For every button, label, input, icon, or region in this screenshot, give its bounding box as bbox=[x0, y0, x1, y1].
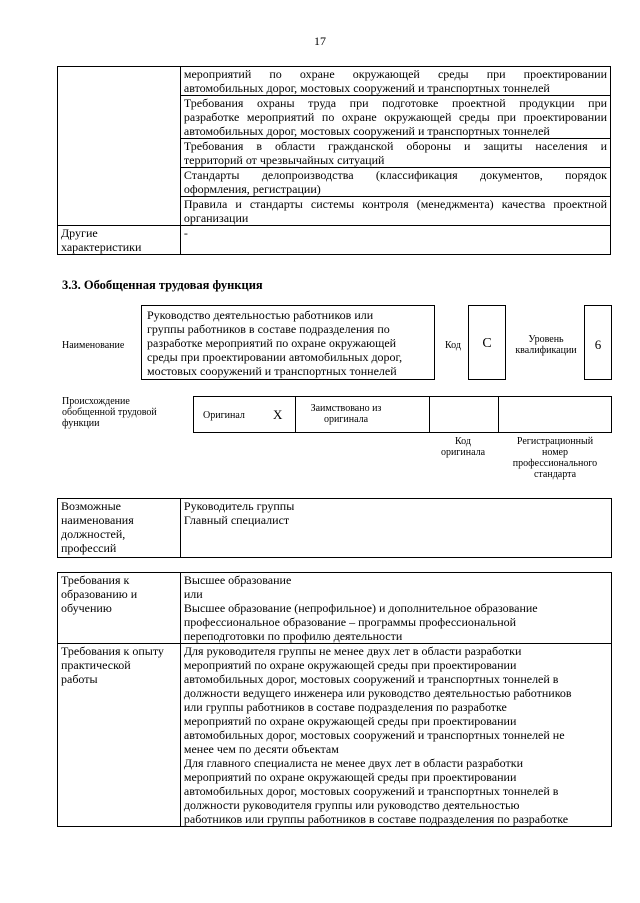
code-value: C bbox=[482, 336, 492, 351]
knowledge-table bbox=[57, 66, 611, 255]
knowledge-row: Требования охраны труда при подготовке проектной продукции при разработке мероприятий по охране окружающей среды при проектировании автомобильных дорог, мостовых сооружений и транспортных тоннелей bbox=[180, 96, 610, 139]
knowledge-row: Правила и стандарты системы контроля (менеджмента) качества проектной организации bbox=[180, 197, 610, 226]
education-value: Высшее образование или Высшее образование (непрофильное) и дополнительное образование профессиональное образование – программы профессиональной переподготовки по профилю деятельности bbox=[180, 573, 611, 644]
original-mark: X bbox=[273, 407, 283, 422]
positions-table bbox=[57, 498, 612, 558]
qualification-level-label: Уровень квалификации bbox=[515, 334, 577, 356]
borrowed-label: Заимствовано из оригинала bbox=[310, 403, 382, 425]
positions-value: Руководитель группы Главный специалист bbox=[180, 499, 611, 558]
origin-label: Происхождение обобщенной трудовой функции bbox=[62, 396, 157, 429]
other-characteristics-value: - bbox=[180, 226, 610, 255]
origin-row bbox=[193, 396, 612, 433]
education-label: Требования к образованию и обучению bbox=[58, 573, 181, 644]
function-name-box: Руководство деятельностью работников или группы работников в составе подразделения по разработке мероприятий по охране окружающей среды при проектировании автомобильных дорог, мостовых сооружений и транспортных тоннелей bbox=[141, 305, 435, 380]
name-label: Наименование bbox=[62, 340, 125, 351]
knowledge-row: Стандарты делопроизводства (классификация документов, порядок оформления, регистрации) bbox=[180, 168, 610, 197]
original-label: Оригинал bbox=[203, 410, 245, 421]
knowledge-row: мероприятий по охране окружающей среды при проектировании автомобильных дорог, мостовых сооружений и транспортных тоннелей bbox=[180, 67, 610, 96]
page-number: 17 bbox=[314, 34, 326, 48]
code-label: Код bbox=[445, 340, 461, 351]
knowledge-row: Требования в области гражданской обороны и защиты населения и территорий от чрезвычайных ситуаций bbox=[180, 139, 610, 168]
registration-number-label: Регистрационный номер профессионального стандарта bbox=[512, 436, 598, 480]
qualification-level-box bbox=[584, 305, 612, 380]
requirements-table bbox=[57, 572, 612, 827]
positions-label: Возможные наименования должностей, профессий bbox=[58, 499, 181, 558]
knowledge-label-cell bbox=[58, 67, 181, 226]
experience-label: Требования к опыту практической работы bbox=[58, 644, 181, 827]
code-value-box bbox=[468, 305, 506, 380]
experience-value: Для руководителя группы не менее двух лет в области разработки мероприятий по охране окружающей среды при проектировании автомобильных дорог, мостовых сооружений и транспортных тоннелей в должности ведущего инженера или руководство деятельностью работников или группы работников в составе подразделения по разработке мероприятий по охране окружающей среды при проектировании автомобильных дорог, мостовых сооружений и транспортных тоннелей не менее чем по десяти объектам Для главного специалиста не менее двух лет в области разработки мероприятий по охране окружающей среды при проектировании автомобильных дорог, мостовых сооружений и транспортных тоннелей в должности руководителя группы или руководство деятельностью работников или группы работников в составе подразделения по разработке bbox=[180, 644, 611, 827]
section-heading: 3.3. Обобщенная трудовая функция bbox=[62, 278, 263, 292]
qualification-level-value: 6 bbox=[594, 337, 602, 352]
other-characteristics-label: Другие характеристики bbox=[58, 226, 181, 255]
original-code-label: Код оригинала bbox=[440, 436, 486, 458]
